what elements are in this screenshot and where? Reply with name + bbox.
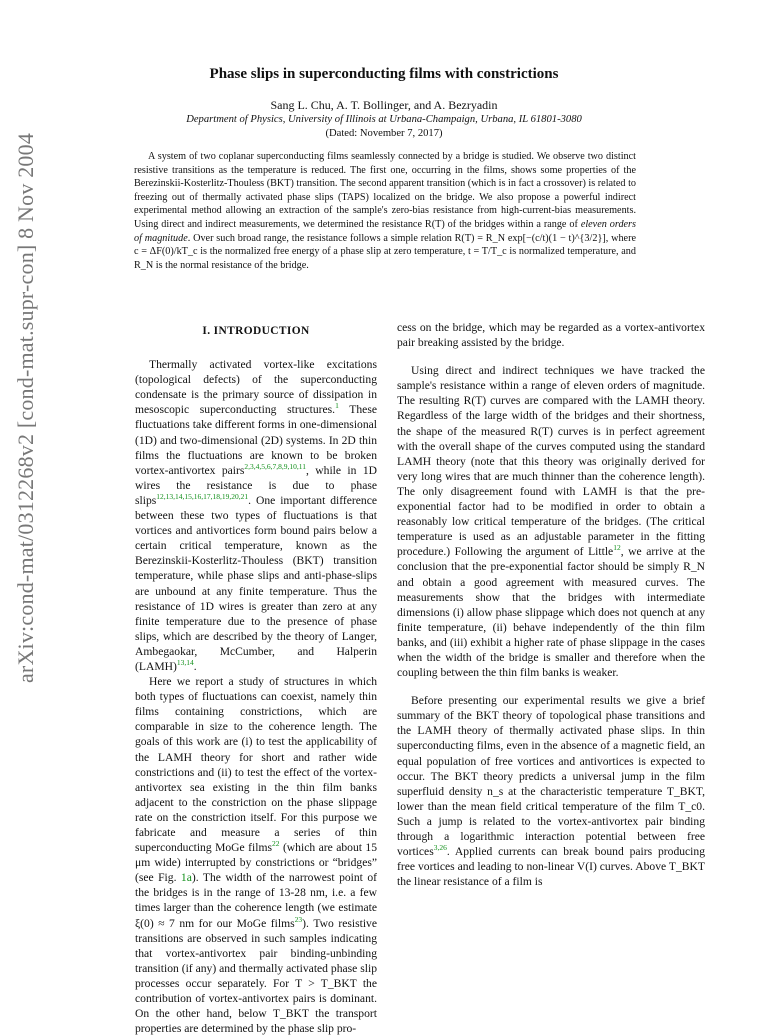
- section-heading: I. INTRODUCTION: [202, 325, 310, 337]
- abstract: [134, 150, 636, 272]
- paragraph: [397, 363, 705, 680]
- paragraph: [397, 693, 705, 889]
- text: Before presenting our experimental results we give a brief summary of the BKT theory of topological phase transitions and the LAMH theory of thermally activated phase slips. In thin superconducting films, even in the absence of a magnetic field, an equal population of free vortices and antivortices is expected to occur. The BKT theory predicts a universal jump in the film superfluid density n_s at the characteristic temperature T_BKT, lower than the mean field critical temperature of the film T_c0. Such a jump is related to the vortex-antivortex pair binding through a logarithmic interaction potential between free vortices: [397, 694, 705, 859]
- figure-link[interactable]: 1a: [180, 871, 192, 885]
- abstract-emphasis: eleven orders of magnitude: [134, 218, 636, 244]
- author-list: Sang L. Chu, A. T. Bollinger, and A. Bezryadin: [270, 98, 498, 112]
- citation-link[interactable]: 12,13,14,15,16,17,18,19,20,21: [156, 492, 249, 502]
- text: , we arrive at the conclusion that the pre-exponential factor should be simply R_N and obtain a good agreement with measured curves. The measurements show that the bridges with intermediate dimensions (i) allow phase slippage which does not quench at any finite temperature, (ii) behave independently of the thin film banks, and (iii) exhibit a higher rate of phase slippage in the cases when the width of the bridge is smaller and therefore when the coupling between the thin film banks is weaker.: [397, 545, 705, 680]
- citation-link[interactable]: 1: [335, 401, 339, 411]
- citation-link[interactable]: 23: [294, 914, 303, 924]
- arxiv-side-stamp: [6, 132, 46, 684]
- citation-link[interactable]: 12: [613, 543, 621, 553]
- affiliation: Department of Physics, University of Illinois at Urbana-Champaign, Urbana, IL 61801-3080: [186, 114, 582, 125]
- citation-link[interactable]: 2,3,4,5,6,7,8,9,10,11: [244, 461, 307, 471]
- text: , while in 1D wires the resistance is due to phase slips: [135, 463, 377, 507]
- text: (which are about 15 μm wide) interrupted by constrictions or “bridges” (see Fig.: [135, 841, 378, 885]
- text: .: [193, 659, 197, 673]
- abstract-text-b: . Over such broad range, the resistance follows a simple relation R(T) = R_N exp[−(c/t)(1 − t)^{3/2}], where c = ΔF(0)/kT_c is the normalized free energy of a phase slip at zero temperature, t = T/T_c is normalized temperature, and R_N is the normal resistance of the bridge.: [134, 232, 636, 271]
- text: . One important difference between these two types of fluctuations is that vortices and antivortices form bound pairs below a certain critical temperature, known as the Berezinskii-Kosterlitz-Thouless (BKT) transition temperature, while phase slips and anti-phase-slips are unbound at any finite temperature. Thus the resistance of 1D wires is greater than zero at any finite temperature due to the presence of phase slips, which are described by the theory of Langer, Ambegaokar, McCumber, and Halperin (LAMH): [135, 493, 377, 673]
- text: . Applied currents can break bound pairs producing free vortices and leading to non-linear V(I) curves. Above T_BKT the linear resistance of a film is: [397, 845, 705, 889]
- paragraph: [135, 674, 377, 1036]
- text: ). The width of the narrowest point of the bridges is in the range of 13-28 nm, i.e. a few times larger than the coherence length (we estimate ξ(0) ≈ 7 nm for our MoGe films: [135, 871, 377, 930]
- text: ). Two resistive transitions are observed in such samples indicating that vortex-antivortex pair binding-unbinding transition (if any) and thermally activated phase slip processes occur separately. For T > T_BKT the contribution of vortex-antivortex pairs is dominant. On the other hand, below T_BKT the transport properties are determined by the phase slip pro-: [135, 916, 377, 1036]
- left-column: [135, 320, 377, 1036]
- paragraph: cess on the bridge, which may be regarded as a vortex-antivortex pair breaking assisted by the bridge.: [397, 321, 705, 350]
- citation-link[interactable]: 13,14: [176, 658, 194, 668]
- text: These fluctuations take different forms in one-dimensional (1D) and two-dimensional (2D) systems. In 2D thin films the fluctuations are known to be broken vortex-antivortex pairs: [135, 403, 377, 477]
- citation-link[interactable]: 22: [272, 839, 280, 849]
- abstract-text-a: A system of two coplanar superconducting films seamlessly connected by a bridge is studied. We observe two distinct resistive transitions as the temperature is reduced. The first one, occurring in the films, shows some properties of the Berezinskii-Kosterlitz-Thouless (BKT) transition. The second apparent transition (which is in fact a crossover) is related to freezing out of thermally activated phase slips (TAPS) localized on the bridge. We also propose a powerful indirect experimental method allowing an extraction of the sample's zero-bias resistance from high-current-bias measurements. Using direct and indirect measurements, we determined the resistance R(T) of the bridges within a range of: [134, 151, 636, 230]
- right-column: [397, 320, 705, 889]
- paper-title: Phase slips in superconducting films with constrictions: [209, 66, 559, 82]
- text: Here we report a study of structures in which both types of fluctuations can coexist, namely thin films containing constrictions, which are comparable in size to the coherence length. The goals of this work are (i) to test the applicability of the LAMH theory for short and rather wide constrictions and (ii) to test the effect of the vortex-antivortex sea existing in the thin film banks adjacent to the constriction on the phase slippage rate on the constriction itself. For this purpose we fabricate and measure a series of thin superconducting MoGe films: [135, 675, 377, 855]
- paragraph: [135, 357, 377, 674]
- date-line: (Dated: November 7, 2017): [325, 128, 443, 139]
- citation-link[interactable]: 3,26: [433, 843, 447, 853]
- arxiv-identifier: arXiv:cond-mat/0312268v2 [cond-mat.supr-con] 8 Nov 2004: [13, 132, 38, 684]
- text: Using direct and indirect techniques we have tracked the sample's resistance within a range of eleven orders of magnitude. The resulting R(T) curves are compared with the LAMH theory. Regardless of the large width of the bridges and their shortness, the shape of the measured R(T) curves is in perfect agreement with the overall shape of the curves computed using the standard LAMH theory (note that this theory was originally derived for very long wires that are much thinner than the coherence length). The only disagreement found with LAMH is that the pre-exponential factor had to be modified in order to obtain a reasonably low critical temperature of the bridges. (The critical temperature is used as an adjustable parameter in the fitting procedure.) Following the argument of Little: [397, 364, 705, 559]
- text: Thermally activated vortex-like excitations (topological defects) of the superconducting condensate is the primary source of dissipation in mesoscopic superconducting structures.: [135, 358, 377, 417]
